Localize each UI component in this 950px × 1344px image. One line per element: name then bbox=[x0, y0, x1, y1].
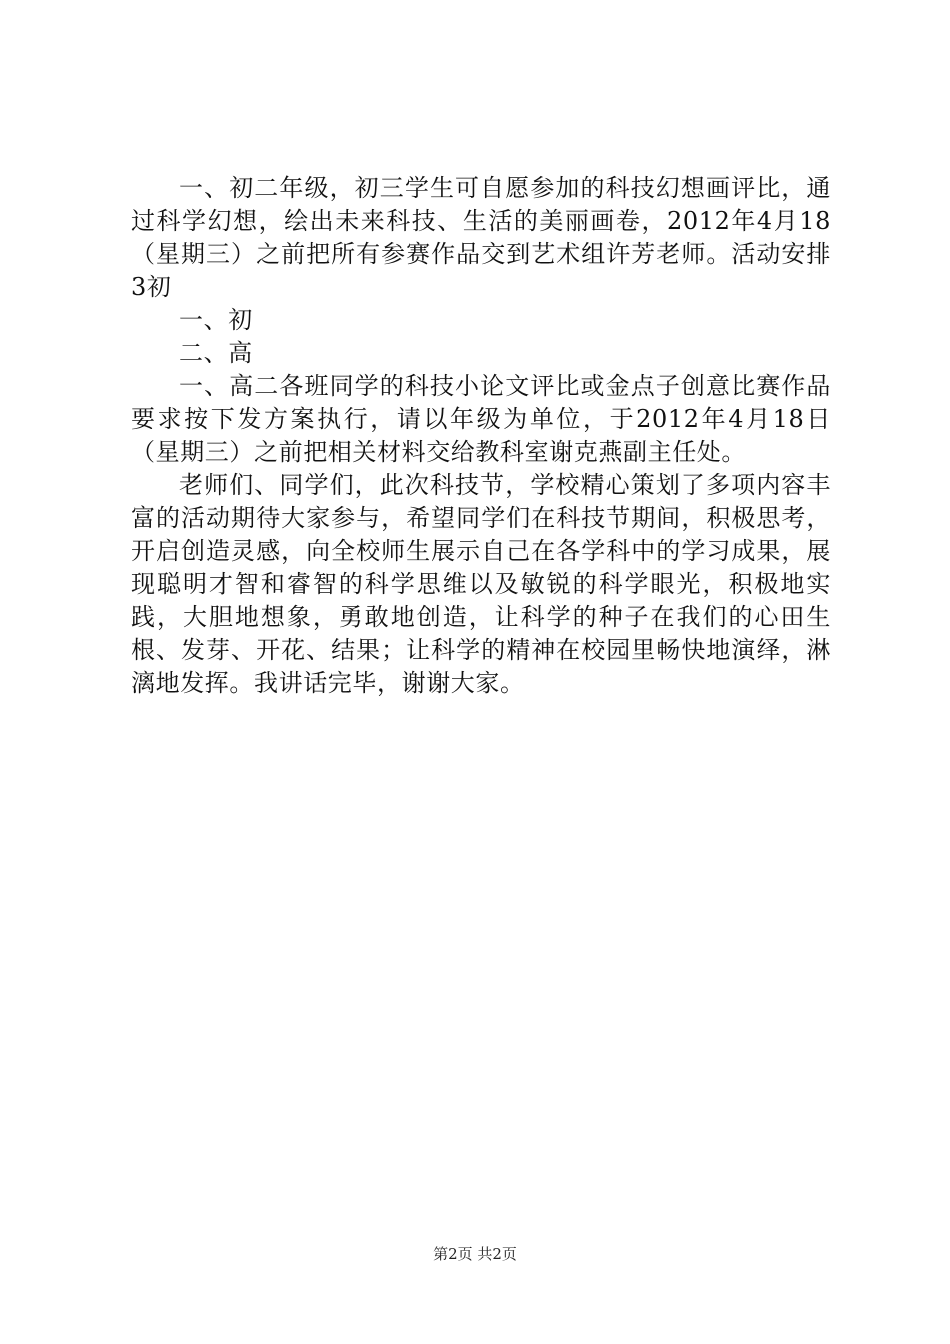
paragraph-closing-remarks: 老师们、同学们，此次科技节，学校精心策划了多项内容丰富的活动期待大家参与，希望同学们在科技节期间，积极思考，开启创造灵感，向全校师生展示自己在各学科中的学习成果，展现聪明才智和睿智的科学思维以及敏锐的科学眼光，积极地实践，大胆地想象，勇敢地创造，让科学的种子在我们的心田生根、发芽、开花、结果；让科学的精神在校园里畅快地演绎，淋漓地发挥。我讲话完毕，谢谢大家。 bbox=[131, 471, 831, 697]
paragraph-heading-junior: 一、初 bbox=[179, 306, 253, 334]
paragraph-paper-contest: 一、高二各班同学的科技小论文评比或金点子创意比赛作品要求按下发方案执行，请以年级为单位，于2012年4月18日（星期三）之前把相关材料交给教科室谢克燕副主任处。 bbox=[131, 372, 831, 466]
page-footer: 第2页 共2页 bbox=[433, 1245, 517, 1263]
paragraph-drawing-contest: 一、初二年级，初三学生可自愿参加的科技幻想画评比，通过科学幻想，绘出未来科技、生活的美丽画卷，2012年4月18（星期三）之前把所有参赛作品交到艺术组许芳老师。活动安排3初 bbox=[131, 174, 831, 301]
document-body bbox=[131, 172, 831, 700]
paragraph-heading-senior: 二、高 bbox=[179, 339, 253, 367]
